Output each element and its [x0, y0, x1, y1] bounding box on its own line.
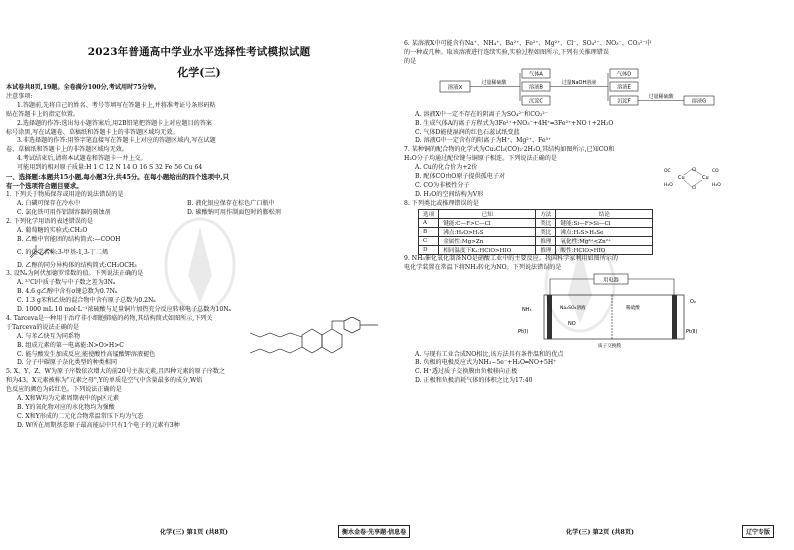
- footer-region: 辽宁专版: [742, 525, 774, 538]
- flow-gas-d: 气体D: [616, 71, 632, 78]
- table-cell: 沸点:H₂O>H₂S: [439, 227, 536, 236]
- table-cell: 推理: [536, 245, 556, 254]
- section-title-cont: 有一个选项符合题目要求。: [6, 182, 83, 191]
- svg-text:OC: OC: [664, 169, 671, 175]
- q6-option-a: A. 溶液X中一定不存在的阴离子为SO₄²⁻和CO₃²⁻: [415, 110, 548, 118]
- q4-option-c: C. 能与酸发生加成反应,能使酸性高锰酸钾溶液褪色: [17, 350, 156, 358]
- q1-option-c: C. 氯化铁可用作铝制容器的刻蚀剂: [17, 208, 111, 216]
- svg-text:Cl: Cl: [692, 186, 697, 192]
- q5-stem-cont: 和为43。X元素被称为"元素之母",Y的单质是空气中含量最多的成分,W焰: [6, 377, 203, 385]
- note-line: 标号涂黑,写在试题卷、草稿纸和答题卡上的非答题区域均无效。: [6, 128, 179, 136]
- q9-stem: 9. NH₃催化氧化制备NO是硝酸工业中的主要反应。我国科学家利用如图所示的: [404, 254, 618, 262]
- q2-option-b: B. 乙酸中官能团的结构简式:—COOH: [17, 235, 121, 243]
- q9-stem-cont: 电化学装置在常温下将NH₃转化为NO。下列说法错误的是: [404, 263, 562, 271]
- note-line: 贴在答题卡上的指定位置。: [6, 110, 80, 118]
- flow-gas-a: 气体A: [529, 71, 543, 78]
- q3-option-b: B. 4.6 g乙醇中含有σ键总数为0.7Nₐ: [17, 288, 118, 296]
- q4-option-d: D. 分子中碳原子杂化类型的种类相同: [17, 359, 117, 367]
- copper-complex-structure-icon: [662, 162, 722, 192]
- note-line: 卷、草稿纸和答题卡上的非答题区域均无效。: [6, 146, 128, 154]
- table-header: 方法: [536, 209, 556, 218]
- q3-option-a: A. ³⁷Cl中质子数与中子数之差为3Nₐ: [17, 279, 116, 287]
- q5-option-b: B. Y的氧化物对应的水化物均为强酸: [17, 404, 115, 411]
- membrane-label: 质子交换膜: [598, 343, 621, 349]
- diene-structure-icon: [28, 245, 54, 261]
- note-line: 3.非选择题的作答:用签字笔直接写在答题卡上对应的答题区域内,写在试题: [17, 137, 216, 145]
- q4-stem-cont: 于Tarceva的说法正确的是: [6, 323, 79, 331]
- flow-precipitate-f: 沉淀F: [617, 98, 631, 105]
- q7-option-c: C. CO为非极性分子: [415, 181, 470, 189]
- q2-stem: 2. 下列化学用语的表述错误的是: [6, 217, 93, 225]
- q6-stem-cont: 的一种或几种。取该溶液进行连续实验,实验过程如图所示,下列有关推理错误: [404, 48, 609, 56]
- nh3-inlet-label: NH₃: [522, 306, 532, 313]
- section-title: 一、选择题:本题共15小题,每小题3分,共45分。在每小题给出的四个选项中,只: [6, 173, 229, 182]
- q1-option-b: B. 液化银应保存在棕色广口瓶中: [187, 199, 275, 207]
- atomic-masses: 可能用到的相对原子质量:H 1 C 12 N 14 O 16 S 32 Fe 56 Cu 64: [17, 164, 203, 172]
- table-cell: 相同温度下Kₐ:HClO>HIO: [439, 245, 536, 254]
- svg-text:Cu: Cu: [702, 175, 709, 182]
- q7-option-a: A. Cu的化合价为+2价: [415, 164, 478, 172]
- q7-stem: 7. 某种铜的配合物的化学式为Cu₂Cl₂(CO)₂·2H₂O,其结构如图所示,已知CO和: [404, 146, 615, 154]
- table-header: 已知: [439, 209, 536, 218]
- note-line: 2.选择题的作答:选出每小题答案后,用2B铅笔把答题卡上对应题目的答案: [17, 119, 212, 127]
- q5-option-d: D. W所在周期基态原子最高能层中只有1个电子的元素有3种: [17, 421, 180, 429]
- left-electrode-label: Pt(Ⅰ): [518, 328, 529, 335]
- q5-stem: 5. X、Y、Z、W为原子序数依次增大的前20号主族元素,且四种元素的原子序数之: [6, 368, 226, 376]
- table-cell: B: [419, 227, 439, 236]
- q1-stem: 1. 下列关于物质保存或用途的说法错误的是: [6, 191, 124, 199]
- q9-option-c: C. H⁺透过质子交换膜由负极移向正极: [415, 368, 518, 376]
- q5-option-a: A. X和W均为元素周期表中的p区元素: [17, 395, 119, 403]
- q3-option-c: C. 1.3 g苯和乙炔的混合物中含有原子总数为0.2Nₐ: [17, 297, 156, 305]
- table-cell: 推理: [536, 236, 556, 245]
- solution-2-label: 稀硫酸: [626, 305, 640, 311]
- svg-text:Cu: Cu: [678, 175, 685, 182]
- table-cell: 键能:Si—F>Si—Cl: [556, 218, 653, 227]
- q3-stem: 3. 设Nₐ为阿伏加德罗常数的值。下列说法正确的是: [6, 270, 144, 278]
- q4-option-a: A. 与苯乙炔互为同系物: [17, 332, 81, 340]
- table-row: [419, 218, 653, 227]
- flow-precipitate-c: 沉淀C: [529, 98, 543, 105]
- watermark-emblem-icon: [540, 235, 620, 335]
- right-electrode-label: Pt(Ⅱ): [686, 328, 698, 335]
- q6-stem-cont2: 的是: [404, 57, 417, 65]
- q5-option-c: C. X和Y形成的二元化合物常温常压下均为气态: [17, 412, 144, 420]
- q1-options-row1: [6, 200, 392, 209]
- note-line: 1.答题前,先将自己的姓名、考号等填写在答题卡上,并将准考证号条形码粘: [17, 101, 216, 109]
- o2-label: O₂: [690, 298, 696, 305]
- table-header-row: [419, 209, 653, 218]
- svg-text:Cl: Cl: [692, 168, 697, 174]
- q2-option-c: C. 的化学名称:3-甲基-1,3-丁二烯: [17, 248, 109, 256]
- flow-solution-g: 溶液G: [691, 98, 707, 105]
- flow-arrow2: 过量NaOH溶液: [561, 79, 597, 86]
- flow-solution-e: 溶液E: [617, 84, 631, 91]
- svg-text:H₂O: H₂O: [664, 183, 673, 189]
- q4-stem: 4. Tarceva是一种用于治疗非小细胞肺癌的药物,其结构简式如图所示,下列关: [6, 314, 213, 322]
- q9-option-d: D. 正极和负极消耗气体的体积之比为17:40: [415, 377, 533, 385]
- flow-arrow3: 过量稀硫酸: [648, 93, 674, 100]
- watermark-emblem-icon: [160, 215, 240, 315]
- q2-option-a: A. 葡萄糖的实验式:CH₂O: [17, 226, 88, 234]
- tarceva-structure-icon: [232, 317, 382, 369]
- q2-option-d: D. 乙醇的同分异构体的结构简式:CH₃OCH₃: [17, 261, 137, 269]
- table-cell: 类比: [536, 227, 556, 236]
- q7-stem-cont: H₂O分子均通过配位键与铜原子相连。下列说法正确的是: [404, 155, 557, 163]
- q8-stem: 8. 下列类比或推理错误的是: [404, 199, 479, 207]
- flow-solution-b: 溶液B: [529, 84, 543, 91]
- note-line: 4.考试结束后,请将本试题卷和答题卡一并上交。: [17, 155, 147, 163]
- footer-right-page-number: 化学(三) 第2页 (共8页): [566, 529, 634, 536]
- q1-option-a: A. 白磷可保存在冷水中: [17, 199, 81, 207]
- exam-subject: 化学(三): [177, 66, 221, 79]
- table-cell: 酸性:HClO>HIO: [556, 245, 653, 254]
- notes-heading: 注意事项:: [6, 92, 33, 100]
- table-cell: 沸点:H₂S>H₂Se: [556, 227, 653, 236]
- table-cell: 氧化性:Mg²⁺<Zn²⁺: [556, 236, 653, 245]
- q6-option-d: D. 溶液G中一定含有的阳离子为H⁺、Mg²⁺、Fe³⁺: [415, 137, 552, 145]
- svg-text:H₂O: H₂O: [712, 183, 721, 189]
- q6-flowchart: [438, 67, 788, 111]
- q4-option-b: B. 组成元素的第一电离能:N>O>H>C: [17, 341, 124, 349]
- footer-brand: 衡水金卷·先享题·信息卷: [338, 525, 410, 538]
- q1-option-d: D. 碳酸钠可用作制面包时的膨松剂: [187, 208, 281, 216]
- table-cell: 类比: [536, 218, 556, 227]
- table-cell: 金属性:Mg>Zn: [439, 236, 536, 245]
- q6-option-c: C. 气体D能使湿润的红色石蕊试纸变蓝: [415, 128, 520, 136]
- table-cell: C: [419, 236, 439, 245]
- q7-option-b: B. 配体CO由O原子提供孤电子对: [415, 173, 506, 181]
- flow-start: 溶液X: [447, 84, 463, 91]
- q6-stem: 6. 某溶液X中可能含有Na⁺、NH₄⁺、Ba²⁺、Fe²⁺、Mg²⁺、Cl⁻、SO₄²⁻、NO₃⁻、CO₃²⁻中: [404, 40, 652, 47]
- no-label: NO: [568, 320, 576, 327]
- exam-info: 本试卷共8页,19题。全卷满分100分,考试用时75分钟。: [6, 84, 160, 91]
- footer-left-page-number: 化学(三) 第1页 (共8页): [160, 529, 228, 536]
- q7-option-d: D. H₂O的空间结构为V形: [415, 190, 484, 198]
- q5-stem-cont2: 色反应的颜色为砖红色。下列说法正确的是: [6, 386, 122, 394]
- table-cell: 键能:C—F>C—Cl: [439, 218, 536, 227]
- table-cell: A: [419, 218, 439, 227]
- q3-option-d: D. 1000 mL 10 mol·L⁻¹浓硫酸与足量铜片加热充分反应转移电子总数为10Nₐ: [17, 306, 231, 314]
- table-header: 选项: [419, 209, 439, 218]
- exam-title: 2023年普通高中学业水平选择性考试模拟试题: [87, 46, 311, 58]
- solution-1-label: Na₂SO₄溶液: [560, 305, 586, 311]
- q9-option-a: A. 与现有工业合成NO相比,该方法具有条件温和的优点: [415, 350, 564, 358]
- table-cell: D: [419, 245, 439, 254]
- device-label: 用电器: [603, 277, 619, 283]
- table-header: 结论: [556, 209, 653, 218]
- q9-option-b: B. 负极的电极反应式为NH₃−5e⁻+H₂O═NO+5H⁺: [415, 359, 557, 367]
- svg-text:CO: CO: [712, 169, 719, 175]
- flow-arrow1: 过量稀硫酸: [481, 79, 507, 86]
- q6-option-b: B. 生成气体A的离子方程式为3Fe²⁺+NO₃⁻+4H⁺═3Fe³⁺+NO↑+2H₂O: [415, 119, 614, 127]
